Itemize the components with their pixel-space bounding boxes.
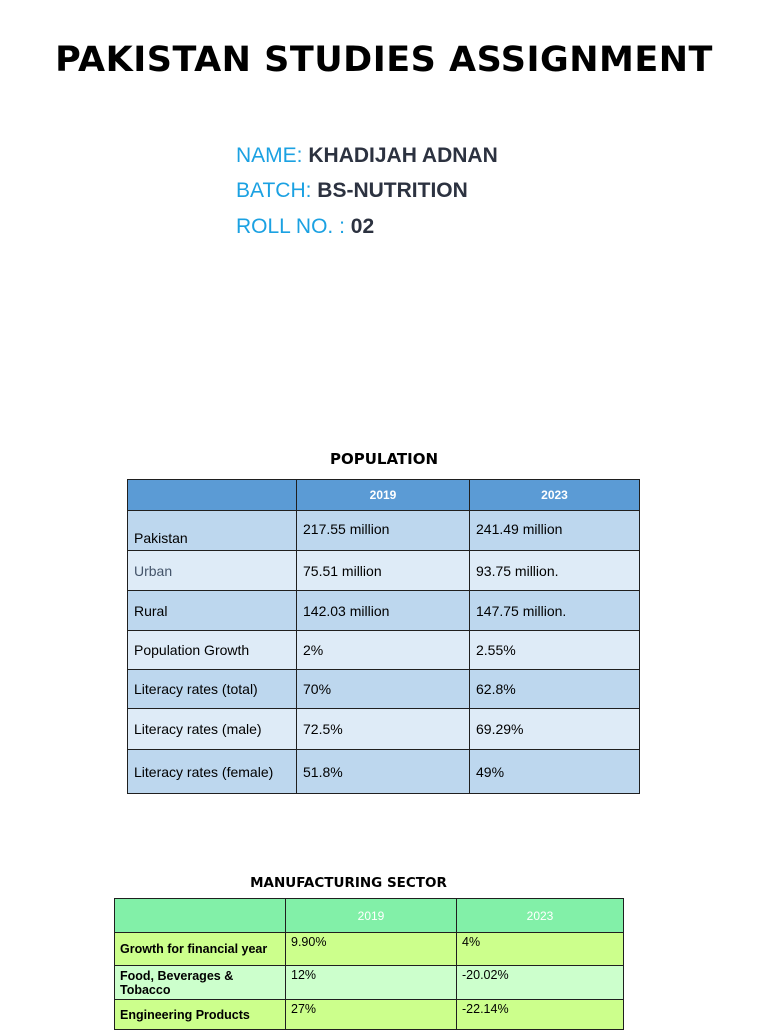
table-row xyxy=(115,933,624,966)
row-label: Engineering Products xyxy=(115,1000,286,1030)
row-label: Growth for financial year xyxy=(115,933,286,966)
value-2023: 49% xyxy=(470,750,640,794)
value-2019: 9.90% xyxy=(286,933,457,966)
table-row xyxy=(128,631,640,670)
value-2019: 217.55 million xyxy=(297,511,470,551)
table-header-cell xyxy=(115,899,286,933)
value-2023: 4% xyxy=(457,933,624,966)
batch-line xyxy=(236,179,468,203)
value-2023: -20.02% xyxy=(457,966,624,1000)
table-row xyxy=(128,709,640,750)
table-header-cell: 2023 xyxy=(457,899,624,933)
row-label: Population Growth xyxy=(128,631,297,670)
value-2023: -22.14% xyxy=(457,1000,624,1030)
table-row xyxy=(115,966,624,1000)
roll-value: 02 xyxy=(350,215,375,238)
value-2019: 27% xyxy=(286,1000,457,1030)
table-row xyxy=(128,511,640,551)
value-2023: 69.29% xyxy=(470,709,640,750)
value-2019: 75.51 million xyxy=(297,551,470,591)
value-2019: 142.03 million xyxy=(297,591,470,631)
row-label: Literacy rates (female) xyxy=(128,750,297,794)
value-2023: 62.8% xyxy=(470,670,640,709)
table-row xyxy=(128,750,640,794)
roll-line xyxy=(236,215,374,239)
table-row xyxy=(128,591,640,631)
value-2019: 72.5% xyxy=(297,709,470,750)
value-2019: 12% xyxy=(286,966,457,1000)
name-label: NAME: xyxy=(236,144,303,167)
population-title: POPULATION xyxy=(329,450,439,468)
value-2019: 70% xyxy=(297,670,470,709)
table-header-row xyxy=(115,899,624,933)
roll-label: ROLL NO. : xyxy=(236,215,345,238)
row-label: Literacy rates (male) xyxy=(128,709,297,750)
table-header-cell xyxy=(128,480,297,511)
table-row xyxy=(128,551,640,591)
row-label: Urban xyxy=(128,551,297,591)
row-label: Literacy rates (total) xyxy=(128,670,297,709)
table-row xyxy=(128,670,640,709)
manufacturing-table xyxy=(114,898,624,1030)
population-table xyxy=(127,479,640,794)
value-2023: 2.55% xyxy=(470,631,640,670)
table-header-cell: 2019 xyxy=(286,899,457,933)
value-2023: 147.75 million. xyxy=(470,591,640,631)
batch-value: BS-NUTRITION xyxy=(317,179,468,202)
name-value: KHADIJAH ADNAN xyxy=(308,144,498,167)
table-header-row xyxy=(128,480,640,511)
row-label: Rural xyxy=(128,591,297,631)
row-label: Pakistan xyxy=(128,511,297,551)
table-row xyxy=(115,1000,624,1030)
value-2023: 241.49 million xyxy=(470,511,640,551)
name-line xyxy=(236,144,498,168)
value-2023: 93.75 million. xyxy=(470,551,640,591)
value-2019: 51.8% xyxy=(297,750,470,794)
row-label: Food, Beverages & Tobacco xyxy=(115,966,286,1000)
table-header-cell: 2023 xyxy=(470,480,640,511)
document-title: PAKISTAN STUDIES ASSIGNMENT xyxy=(55,40,713,80)
value-2019: 2% xyxy=(297,631,470,670)
batch-label: BATCH: xyxy=(236,179,312,202)
table-header-cell: 2019 xyxy=(297,480,470,511)
manufacturing-title: MANUFACTURING SECTOR xyxy=(250,875,447,891)
